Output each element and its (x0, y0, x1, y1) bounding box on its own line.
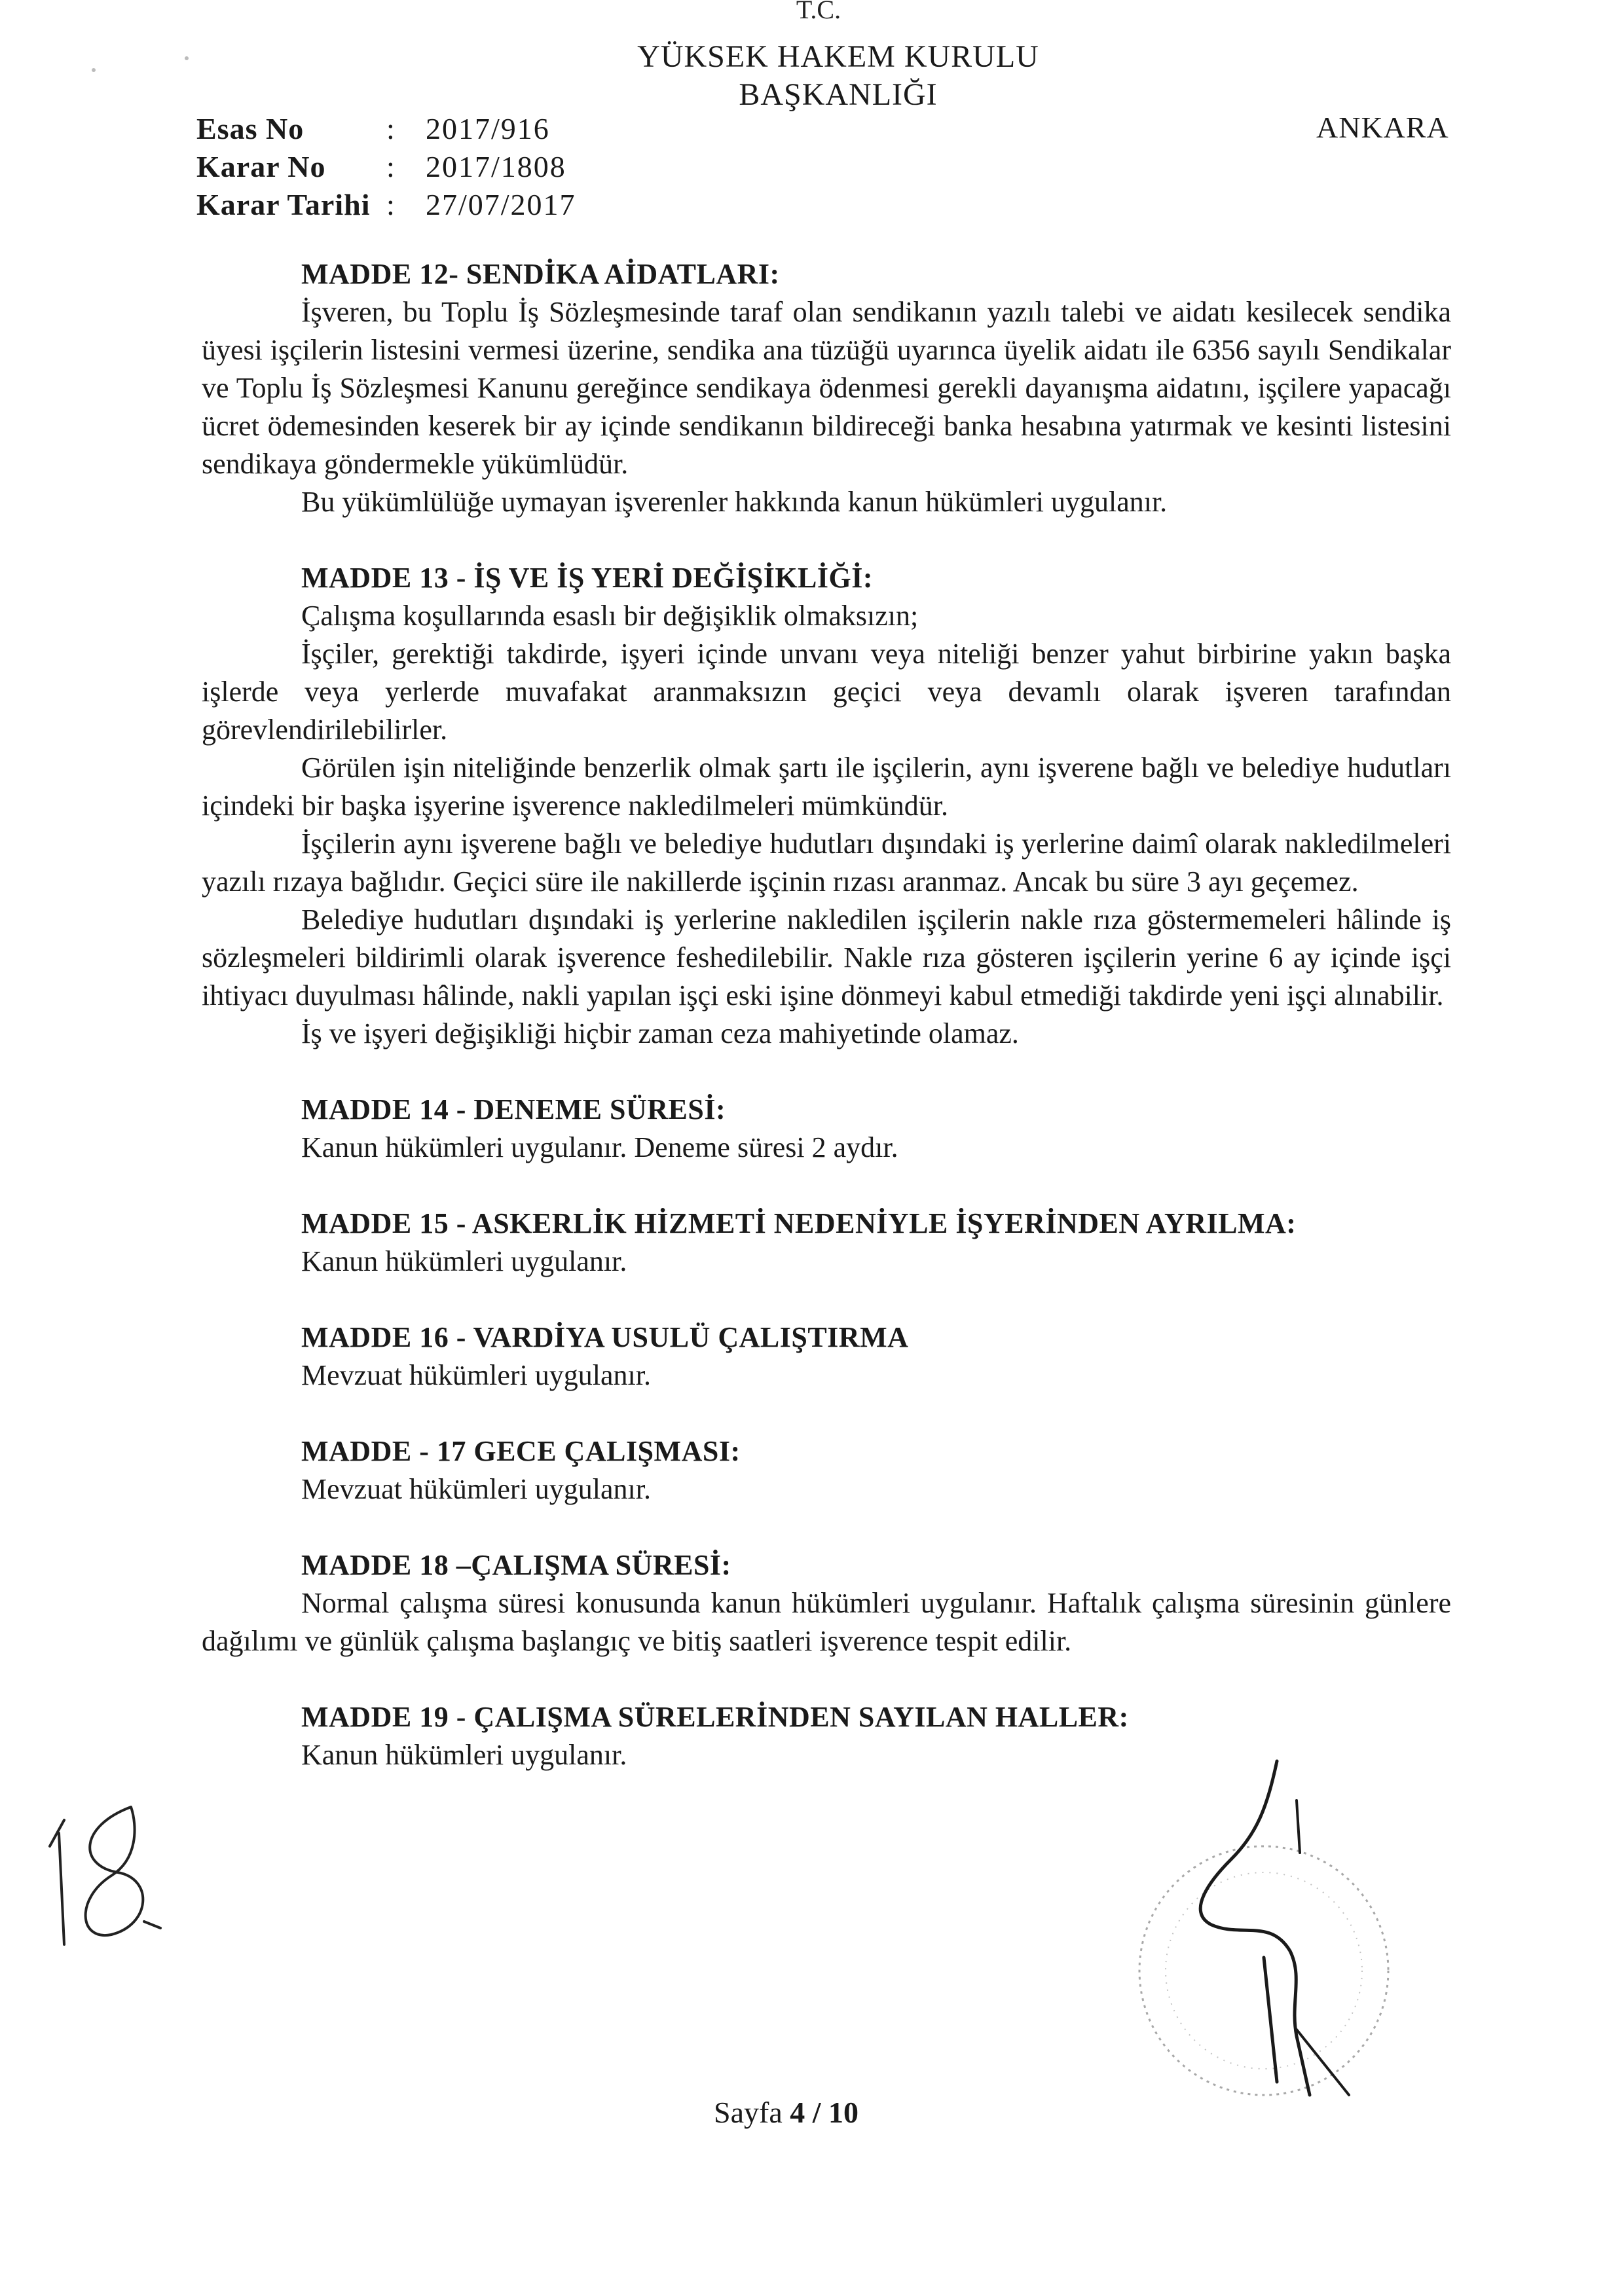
institution-line-2: BAŞKANLIĞI (739, 77, 938, 112)
article-heading: MADDE 12- SENDİKA AİDATLARI: (301, 258, 780, 290)
article-heading: MADDE 19 - ÇALIŞMA SÜRELERİNDEN SAYILAN HALLER: (301, 1701, 1129, 1733)
meta-value: 2017/916 (426, 112, 550, 145)
meta-colon: : (386, 112, 395, 145)
article-paragraph: Görülen işin niteliğinde benzerlik olmak şartı ile işçilerin, aynı işverene bağlı ve belediye hudutları içindeki bir başka işyerine işverence nakledilmeleri mümkündür. (202, 752, 1451, 822)
meta-value: 2017/1808 (426, 150, 566, 183)
meta-row-karar (196, 148, 576, 186)
scan-speck (92, 68, 96, 72)
article-15 (202, 1205, 1451, 1281)
article-16 (202, 1319, 1451, 1394)
article-paragraph: Kanun hükümleri uygulanır. (301, 1739, 627, 1771)
article-paragraph: Çalışma koşullarında esaslı bir değişiklik olmaksızın; (301, 600, 919, 632)
article-18 (202, 1546, 1451, 1660)
meta-label: Karar No (196, 150, 326, 183)
tc-heading: T.C. (796, 0, 841, 20)
article-heading: MADDE - 17 GECE ÇALIŞMASI: (301, 1435, 741, 1467)
meta-colon: : (386, 188, 395, 221)
document-body (202, 255, 1451, 1774)
article-paragraph: İşçiler, gerektiği takdirde, işyeri içinde unvanı veya niteliği benzer yahut birbirine yakın başka işlerde veya yerlerde muvafakat aranmaksızın geçici veya devamlı olarak işveren tarafından görevlendirilebilirler. (202, 638, 1451, 746)
institution-line-1: YÜKSEK HAKEM KURULU (637, 39, 1039, 74)
article-13 (202, 559, 1451, 1053)
city-label: ANKARA (1316, 111, 1449, 144)
article-14 (202, 1091, 1451, 1167)
article-paragraph: Kanun hükümleri uygulanır. (301, 1245, 627, 1277)
article-paragraph: Mevzuat hükümleri uygulanır. (301, 1359, 651, 1391)
case-meta (196, 110, 576, 224)
article-paragraph: Mevzuat hükümleri uygulanır. (301, 1473, 651, 1505)
page-footer (714, 2095, 858, 2130)
meta-row-esas (196, 110, 576, 148)
article-paragraph: Kanun hükümleri uygulanır. Deneme süresi 2 aydır. (301, 1131, 898, 1163)
page-current: 4 (790, 2096, 805, 2129)
page-total: 10 (828, 2096, 859, 2129)
meta-value: 27/07/2017 (426, 188, 576, 221)
meta-colon: : (386, 150, 395, 183)
article-paragraph: İşçilerin aynı işverene bağlı ve belediye hudutları dışındaki iş yerlerine daimî olarak nakledilmeleri yazılı rızaya bağlıdır. Geçici süre ile nakillerde işçinin rızası aranmaz. Ancak bu süre 3 ayı geçemez. (202, 828, 1451, 898)
article-paragraph: İş ve işyeri değişikliği hiçbir zaman ceza mahiyetinde olamaz. (301, 1017, 1019, 1049)
article-paragraph: Bu yükümlülüğe uymayan işverenler hakkında kanun hükümleri uygulanır. (301, 486, 1168, 518)
meta-label: Karar Tarihi (196, 188, 371, 221)
scan-speck (185, 56, 189, 60)
handwritten-page-note (39, 1794, 170, 1951)
article-paragraph: İşveren, bu Toplu İş Sözleşmesinde taraf olan sendikanın yazılı talebi ve aidatı kesilecek sendika üyesi işçilerin listesini vermesi üzerine, sendika ana tüzüğü uyarınca üyelik aidatı ile 6356 sayılı Sendikalar ve Toplu İş Sözleşmesi Kanunu gereğince sendikaya ödenmesi gerekli dayanışma aidatını, işçilere yapacağı ücret ödemesinden keserek bir ay içinde sendikanın bildireceği banka hesabına yatırmak ve kesinti listesini sendikaya göndermekle yükümlüdür. (202, 296, 1451, 480)
article-12 (202, 255, 1451, 521)
meta-label: Esas No (196, 112, 304, 145)
signature-and-seal (1100, 1755, 1441, 2121)
article-17 (202, 1432, 1451, 1508)
article-heading: MADDE 18 –ÇALIŞMA SÜRESİ: (301, 1549, 731, 1581)
page-separator: / (812, 2096, 821, 2129)
institution-name (576, 38, 1100, 114)
article-heading: MADDE 16 - VARDİYA USULÜ ÇALIŞTIRMA (301, 1321, 909, 1353)
article-heading: MADDE 13 - İŞ VE İŞ YERİ DEĞİŞİKLİĞİ: (301, 562, 874, 594)
article-heading: MADDE 14 - DENEME SÜRESİ: (301, 1093, 726, 1125)
article-heading: MADDE 15 - ASKERLİK HİZMETİ NEDENİYLE İŞYERİNDEN AYRILMA: (301, 1207, 1297, 1239)
article-paragraph: Belediye hudutları dışındaki iş yerlerine nakledilen işçilerin nakle rıza göstermemeleri hâlinde iş sözleşmeleri bildirimli olarak işverence feshedilebilir. Nakle rıza gösteren işçilerin yerine 6 ay içinde işçi ihtiyacı duyulması hâlinde, nakli yapılan işçi eski işine dönmeyi kabul etmediği takdirde yeni işçi alınabilir. (202, 903, 1451, 1011)
page-label: Sayfa (714, 2096, 783, 2129)
meta-row-tarih (196, 186, 576, 224)
article-paragraph: Normal çalışma süresi konusunda kanun hükümleri uygulanır. Haftalık çalışma süresinin günlere dağılımı ve günlük çalışma başlangıç ve bitiş saatleri işverence tespit edilir. (202, 1587, 1451, 1657)
